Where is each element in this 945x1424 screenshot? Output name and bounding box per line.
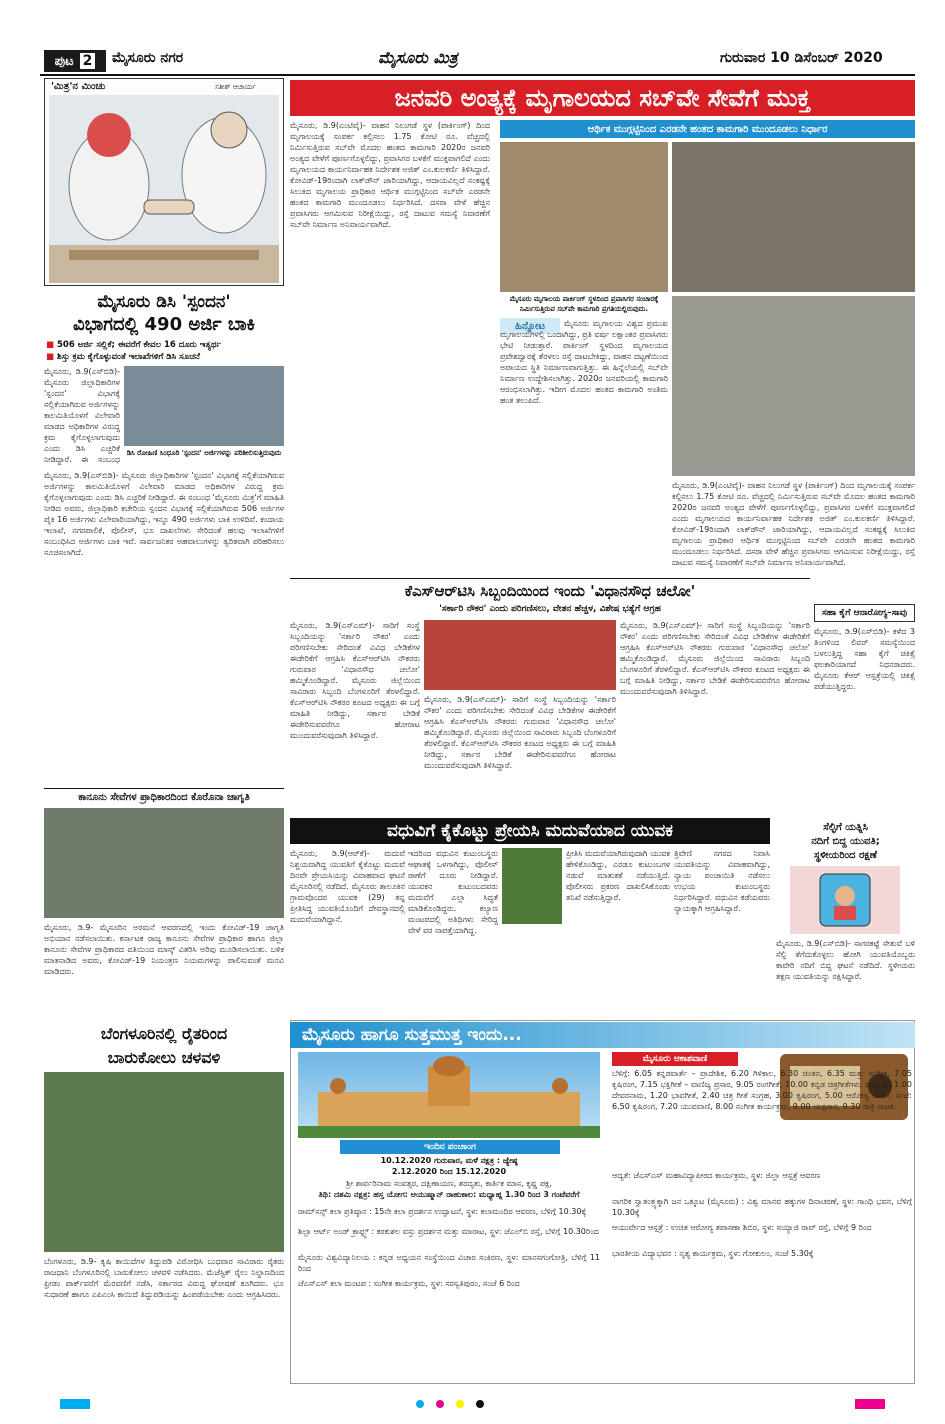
spandana-body-top: ಮೈಸೂರು, ಡಿ.9(ಎಸ್‌ಬಿಡಿ)- ಮೈಸೂರು ಜಿಲ್ಲಾಧಿಕಾರಿಗಳ 'ಸ್ಪಂದನ' ವಿಭಾಗಕ್ಕೆ ಸಲ್ಲಿಕೆಯಾಗಿರುವ ಅರ್ಜಿಗಳನ್ನು ಕಾಲಮಿತಿಯೊಳಗೆ ವಿಲೇವಾರಿ ಮಾಡದ ಅಧಿಕಾರಿಗಳ ವಿರುದ್ಧ ಕ್ರಮ ಕೈಗೊಳ್ಳಲಾಗುವುದು ಎಂದು ಡಿಸಿ ಎಚ್ಚರಿಕೆ ನೀಡಿದ್ದಾರೆ. ಈ ಸಂಬಂಧ (44, 367, 120, 464)
ksrtc-photo (424, 620, 616, 690)
section-title: ಮೈಸೂರು ನಗರ (112, 50, 184, 66)
ksrtc-body-3: ಮೈಸೂರು, ಡಿ.9(ಎಸ್‌ಎಮ್‌)- ಸಾರಿಗೆ ಸಂಸ್ಥೆ ಸಿಬ್ಬಂದಿಯನ್ನು 'ಸರ್ಕಾರಿ ನೌಕರ' ಎಂದು ಪರಿಗಣಿಸಬೇಕು ಸೇರಿದಂತೆ ವಿವಿಧ ಬೇಡಿಕೆಗಳ ಈಡೇರಿಕೆಗೆ ಆಗ್ರಹಿಸಿ ಕೆಎಸ್‌ಆರ್‌ಟಿಸಿ ನೌಕರರು ಗುರುವಾರ 'ವಿಧಾನಸೌಧ ಚಲೋ' ಹಮ್ಮಿಕೊಂಡಿದ್ದಾರೆ. ಮೈಸೂರು ಜಿಲ್ಲೆಯಿಂದ ಸಾವಿರಾರು ಸಿಬ್ಬಂದಿ ಬೆಂಗಳೂರಿಗೆ ತೆರಳಲಿದ್ದಾರೆ. ಕೆಎಸ್‌ಆರ್‌ಟಿಸಿ ನೌಕರರ ಕೂಟದ ಅಧ್ಯಕ್ಷರು ಈ ಬಗ್ಗೆ ಮಾಹಿತಿ ನೀಡಿದ್ದು, ಸರ್ಕಾರ ಬೇಡಿಕೆ ಈಡೇರಿಸುವವರೆಗೂ ಹೋರಾಟ ಮುಂದುವರೆಸುವುದಾಗಿ ತಿಳಿಸಿದ್ದಾರೆ. (620, 621, 810, 696)
spandana-headline-2: ವಿಭಾಗದಲ್ಲಿ 490 ಅರ್ಜಿ ಬಾಕಿ (73, 314, 255, 335)
palace-photo (298, 1052, 600, 1138)
bullet-icon: ■ (46, 352, 55, 362)
main-story-body-2: ಮೈಸೂರು ಮೃಗಾಲಯ ವಿಶ್ವದ ಪ್ರಮುಖ ಮೃಗಾಲಯಗಳಲ್ಲಿ ಒಂದಾಗಿದ್ದು, ಪ್ರತಿ ವರ್ಷ ಲಕ್ಷಾಂತರ ಪ್ರವಾಸಿಗರು ಭೇಟಿ ನೀಡುತ್ತಾರೆ. ಪಾರ್ಕಿಂಗ್ ಸ್ಥಳದಿಂದ ಮೃಗಾಲಯದ ಪ್ರವೇಶದ್ವಾರಕ್ಕೆ ತೆರಳಲು ರಸ್ತೆ ದಾಟಬೇಕಿದ್ದು, ವಾಹನ ದಟ್ಟಣೆಯಿಂದ ಅಪಾಯದ ಸ್ಥಿತಿ ನಿರ್ಮಾಣವಾಗುತ್ತಿತ್ತು. ಈ ಹಿನ್ನೆಲೆಯಲ್ಲಿ ಸಬ್‌ವೇ ನಿರ್ಮಾಣ ಉದ್ದೇಶಿಸಲಾಗಿತ್ತು. 2020ರ ಜನವರಿಯಲ್ಲಿ ಕಾಮಗಾರಿ ಆರಂಭಿಸಲಾಗಿತ್ತು. ಇದೀಗ ಮೊದಲ ಹಂತದ ಕಾಮಗಾರಿ ಅಂತಿಮ ಹಂತ ತಲುಪಿದೆ. (500, 319, 668, 405)
event-right-2: ನಾಗರಿಕ ಸ್ವಾತಂತ್ರ್ಯಕ್ಕಾಗಿ ಜನ ಒಕ್ಕೂಟ (ಮೈಸೂರು) : ವಿಶ್ವ ಮಾನವ ಹಕ್ಕುಗಳ ದಿನಾಚರಣೆ, ಸ್ಥಳ: ಗಾಂಧಿ ಭವನ, ಬೆಳಿಗ್ಗೆ 10.30ಕ್ಕೆ (612, 1197, 912, 1217)
health-body: ಮೈಸೂರು, ಡಿ.9(ಎಸ್‌ಬಿಡಿ)- ಕಳೆದ 3 ತಿಂಗಳಿಂದ ಲಿವರ್ ಸಮಸ್ಯೆಯಿಂದ ಬಳಲುತ್ತಿದ್ದ ಸಹಾ ಕೈಗೆ ಚಿಕಿತ್ಸೆ ಫಲಕಾರಿಯಾಗದೆ ನಿಧನರಾದರು. ಮೈಸೂರು ಕೆಆರ್ ಆಸ್ಪತ್ರೆಯಲ್ಲಿ ಚಿಕಿತ್ಸೆ ಪಡೆಯುತ್ತಿದ್ದರು. (814, 627, 915, 691)
cartoon-illustration (49, 95, 279, 283)
spandana-bullet-2 (46, 352, 284, 362)
ksrtc-body-2: ಮೈಸೂರು, ಡಿ.9(ಎಸ್‌ಎಮ್‌)- ಸಾರಿಗೆ ಸಂಸ್ಥೆ ಸಿಬ್ಬಂದಿಯನ್ನು 'ಸರ್ಕಾರಿ ನೌಕರ' ಎಂದು ಪರಿಗಣಿಸಬೇಕು ಸೇರಿದಂತೆ ವಿವಿಧ ಬೇಡಿಕೆಗಳ ಈಡೇರಿಕೆಗೆ ಆಗ್ರಹಿಸಿ ಕೆಎಸ್‌ಆರ್‌ಟಿಸಿ ನೌಕರರು ಗುರುವಾರ 'ವಿಧಾನಸೌಧ ಚಲೋ' ಹಮ್ಮಿಕೊಂಡಿದ್ದಾರೆ. ಮೈಸೂರು ಜಿಲ್ಲೆಯಿಂದ ಸಾವಿರಾರು ಸಿಬ್ಬಂದಿ ಬೆಂಗಳೂರಿಗೆ ತೆರಳಲಿದ್ದಾರೆ. ಕೆಎಸ್‌ಆರ್‌ಟಿಸಿ ನೌಕರರ ಕೂಟದ ಅಧ್ಯಕ್ಷರು ಈ ಬಗ್ಗೆ ಮಾಹಿತಿ ನೀಡಿದ್ದು, ಸರ್ಕಾರ ಬೇಡಿಕೆ ಈಡೇರಿಸುವವರೆಗೂ ಹೋರಾಟ ಮುಂದುವರೆಸುವುದಾಗಿ ತಿಳಿಸಿದ್ದಾರೆ. (424, 695, 616, 770)
health-headline: ಸಹಾ ಕೈಗೆ ಆನಾರೋಗ್ಯ–ಸಾವು (814, 604, 915, 622)
spandana-bullet-1 (46, 340, 284, 350)
selfie-body: ಮೈಸೂರು, ಡಿ.9(ಎಸ್‌ಬಿಡಿ)- ಸಾಗರಕಟ್ಟೆ ಸೇತುವೆ ಬಳಿ ಸೆಲ್ಫಿ ತೆಗೆದುಕೊಳ್ಳಲು ಹೋಗಿ ಯುವತಿಯೊಬ್ಬರು ಕಾವೇರಿ ನದಿಗೆ ಬಿದ್ದ ಘಟನೆ ನಡೆದಿದೆ. ಸ್ಥಳೀಯರು ತಕ್ಷಣ ಯುವತಿಯನ್ನು ರಕ್ಷಿಸಿದ್ದಾರೆ. (776, 939, 915, 981)
wedding-body-1: ಮೈಸೂರು, ಡಿ.9(ಆರ್‌ಕೆ)- ಮದುವೆ ನಿಶ್ಚಯವಾಗಿದ್ದ ಯುವತಿಗೆ ಕೈಕೊಟ್ಟು ಮದುವೆ ದಿನವೇ ಪ್ರೇಯಸಿಯನ್ನು ವಿವಾಹವಾದ ಘಟನೆ ಮೈಸೂರಿನಲ್ಲಿ ನಡೆದಿದೆ. ಮೈಸೂರು ತಾಲೂಕಿನ ಗ್ರಾಮವೊಂದರ ಯುವಕ (29) ತನ್ನ ಪ್ರೀತಿಸಿದ್ದ ಯುವತಿಯೊಂದಿಗೆ ದೇವಸ್ಥಾನದಲ್ಲಿ ಮದುವೆಯಾಗಿದ್ದಾನೆ. (290, 849, 405, 924)
selfie-headline-1: ಸೆಲ್ಫಿಗೆ ಯತ್ನಿಸಿ (823, 822, 868, 833)
issue-date: ಗುರುವಾರ 10 ಡಿಸೆಂಬರ್ 2020 (720, 50, 883, 66)
spandana-bullet-1-text: 506 ಅರ್ಜಿ ಸಲ್ಲಿಕೆ; ಈವರೆಗೆ ಕೇವಲ 16 ದೂರು ಇತ್ಯರ್ಥ (57, 340, 221, 350)
palace-icon (298, 1052, 600, 1138)
wedding-body-4: ತ್ರಿವೇಣಿ ನಗರದ ನಿವಾಸಿ ಯುವತಿಯನ್ನು ವಿವಾಹವಾಗಿದ್ದು, ನ್ಯಾಯ ಪಂಚಾಯಿತಿ ನಡೆಸಲು ಉಭಯ ಕುಟುಂಬಸ್ಥರು ನಿರ್ಧರಿಸಿದ್ದಾರೆ. ವಧುವಿನ ಕಡೆಯವರು ನ್ಯಾಯಕ್ಕಾಗಿ ಆಗ್ರಹಿಸಿದ್ದಾರೆ. (674, 849, 770, 913)
selfie-headline-2: ನದಿಗೆ ಬಿದ್ದ ಯುವತಿ; (811, 836, 880, 847)
print-color-marks (0, 1396, 945, 1410)
masthead: ಮೈಸೂರು ಮಿತ್ರ (378, 48, 458, 67)
rule (44, 788, 284, 789)
wedding-headline: ವಧುವಿಗೆ ಕೈಕೊಟ್ಟು ಪ್ರೇಯಸಿ ಮದುವೆಯಾದ ಯುವಕ (290, 818, 770, 844)
wedding-body-2: ಇದರಿಂದ ವಧುವಿನ ಕುಟುಂಬಸ್ಥರು ಆಘಾತಕ್ಕೆ ಒಳಗಾಗಿದ್ದು, ಪೊಲೀಸ್ ಠಾಣೆಗೆ ದೂರು ನೀಡಿದ್ದಾರೆ. ಯುವಕನ ಕುಟುಂಬದವರು ಮದುವೆಗೆ ಎಲ್ಲಾ ಸಿದ್ಧತೆ ಮಾಡಿಕೊಂಡಿದ್ದರು. ಕಲ್ಯಾಣ ಮಂಟಪದಲ್ಲಿ ಅತಿಥಿಗಳು ಸೇರಿದ್ದ ವೇಳೆ ವರ ನಾಪತ್ತೆಯಾಗಿದ್ದ. (408, 849, 498, 935)
zoo-photo-1 (500, 142, 668, 292)
ksrtc-headline: ಕೆಎಸ್‌ಆರ್‌ಟಿಸಿ ಸಿಬ್ಬಂದಿಯಿಂದ ಇಂದು 'ವಿಧಾನಸೌಧ ಚಲೋ' (404, 582, 696, 600)
event-right-1: ಆದ್ಯತೆ: ಜೆಎಸ್‌ಎಸ್ ಮಹಾವಿದ್ಯಾಪೀಠದ ಕಾರ್ಯಕ್ರಮ, ಸ್ಥಳ: ಜಿಲ್ಲಾ ಆಸ್ಪತ್ರೆ ಆವರಣ (612, 1171, 821, 1180)
today-header: ಮೈಸೂರು ಹಾಗೂ ಸುತ್ತಮುತ್ತ ಇಂದು... (290, 1022, 915, 1048)
panchanga-rahukala: ತಿಥಿ: ದಶಮಿ ನಕ್ಷತ್ರ: ಹಸ್ತ ಯೋಗ: ಆಯುಷ್ಮಾನ್ ರಾಹುಕಾಲ: ಮಧ್ಯಾಹ್ನ 1.30 ರಿಂದ 3 ಗಂಟೆವರೆಗೆ (318, 1190, 580, 1199)
zoo-photo-caption: ಮೈಸೂರು ಮೃಗಾಲಯ ಪಾರ್ಕಿಂಗ್ ಸ್ಥಳದಿಂದ ಪ್ರವಾಸಿಗರ ಸಂಚಾರಕ್ಕೆ ನಿರ್ಮಿಸುತ್ತಿರುವ ಸಬ್‌ವೇ ಕಾಮಗಾರಿ ಪ್ರಗತಿಯಲ್ಲಿರುವುದು. (509, 295, 659, 313)
farmers-headline-2: ಬಾರುಕೋಲು ಚಳವಳಿ (107, 1048, 221, 1067)
spandana-photo (124, 366, 284, 446)
wedding-photo (502, 848, 562, 924)
bullet-icon: ■ (46, 340, 55, 350)
spandana-photo-caption: ಡಿಸಿ ರೋಹಿಣಿ ಸಿಂಧೂರಿ 'ಸ್ಪಂದನ' ಅರ್ಜಿಗಳನ್ನು ಪರಿಶೀಲಿಸುತ್ತಿರುವುದು (126, 449, 282, 457)
page-label: ಪುಟ (54, 53, 74, 69)
page-number-badge (44, 50, 106, 72)
main-subhead: ಆರ್ಥಿಕ ಮುಗ್ಗಟ್ಟಿನಿಂದ ಎರಡನೇ ಹಂತದ ಕಾಮಗಾರಿ ಮುಂದೂಡಲು ನಿರ್ಧಾರ (500, 120, 915, 138)
event-4: ಜೆಎಸ್‌ಎಸ್ ಕಲಾ ಮಂಟಪ : ಸಂಗೀತ ಕಾರ್ಯಕ್ರಮ, ಸ್ಥಳ: ಸರಸ್ವತಿಪುರಂ, ಸಂಜೆ 6 ರಿಂದ (298, 1279, 520, 1288)
event-3: ಮೈಸೂರು ವಿಶ್ವವಿದ್ಯಾನಿಲಯ : ಕನ್ನಡ ಅಧ್ಯಯನ ಸಂಸ್ಥೆಯಿಂದ ವಿಚಾರ ಸಂಕಿರಣ, ಸ್ಥಳ: ಮಾನಸಗಂಗೋತ್ರಿ, ಬೆಳಿಗ್ಗೆ 11 ರಿಂದ (298, 1253, 600, 1273)
legal-headline: ಕಾನೂನು ಸೇವೆಗಳ ಪ್ರಾಧಿಕಾರದಿಂದ ಕೊರೊನಾ ಜಾಗೃತಿ (78, 792, 250, 803)
cartoon-artist: ಸತೀಶ್ ಆಚಾರ್ಯ (215, 83, 256, 91)
spandana-body: ಮೈಸೂರು, ಡಿ.9(ಎಸ್‌ಬಿಡಿ)- ಮೈಸೂರು ಜಿಲ್ಲಾಧಿಕಾರಿಗಳ 'ಸ್ಪಂದನ' ವಿಭಾಗಕ್ಕೆ ಸಲ್ಲಿಕೆಯಾಗಿರುವ ಅರ್ಜಿಗಳನ್ನು ಕಾಲಮಿತಿಯೊಳಗೆ ವಿಲೇವಾರಿ ಮಾಡದ ಅಧಿಕಾರಿಗಳ ವಿರುದ್ಧ ಕ್ರಮ ಕೈಗೊಳ್ಳಲಾಗುವುದು ಎಂದು ಡಿಸಿ ಎಚ್ಚರಿಕೆ ನೀಡಿದ್ದಾರೆ. ಈ ಸಂಬಂಧ 'ಮೈಸೂರು ಮಿತ್ರ'ಗೆ ಮಾಹಿತಿ ನೀಡಿದ ಅವರು, ಜಿಲ್ಲಾಧಿಕಾರಿ ಕಚೇರಿಯ ಸ್ಪಂದನ ವಿಭಾಗಕ್ಕೆ ಸಲ್ಲಿಕೆಯಾಗಿರುವ 506 ಅರ್ಜಿಗಳ ಪೈಕಿ 16 ಅರ್ಜಿಗಳು ವಿಲೇವಾರಿಯಾಗಿದ್ದು, ಇನ್ನೂ 490 ಅರ್ಜಿಗಳು ಬಾಕಿ ಉಳಿದಿವೆ. ಕಂದಾಯ ಇಲಾಖೆ, ನಗರಪಾಲಿಕೆ, ಪೊಲೀಸ್, ಭೂ ದಾಖಲೆಗಳು ಸೇರಿದಂತೆ ಹಲವು ಇಲಾಖೆಗಳಿಗೆ ಸಂಬಂಧಿಸಿದ ಅರ್ಜಿಗಳು ಬಾಕಿ ಇವೆ. ಸಾರ್ವಜನಿಕರ ಅಹವಾಲುಗಳನ್ನು ತ್ವರಿತವಾಗಿ ಪರಿಹರಿಸಲು ಸೂಚಿಸಲಾಗಿದೆ. (44, 471, 284, 557)
radio-text: ಬೆಳಿಗ್ಗೆ: 6.05 ಕನ್ನಡವಾರ್ತೆ – ಪ್ರಾದೇಶಿಕ, 6.20 ಗಿಳಿಕಾಲ, 6.30 ಚಿಂತನ, 6.35 ಮತ್ತು ಸಂಗೀತ, 7.05 ಕೃಷಿರಂಗ, 7.15 ಭಕ್ತಿಗೀತೆ – ವಾಣಿಜ್ಯ ಪ್ರಸಾರ, 9.05 ರಂಗಗೀತೆ, 10.00 ಕನ್ನಡ ಚಿತ್ರಗೀತೆಗಳು. ಮಧ್ಯಾಹ್ನ: 1.00 ದೇವರನಾಮ, 1.20 ಭಾವಗೀತೆ, 2.40 ಚಿತ್ರ ಗೀತೆ ಸಂಗ್ರಹ, 3.00 ಕೃಷಿರಂಗ, 5.00 ಆರೋಗ್ಯ ಚಿಂತನ. ಸಂಜೆ: 6.50 ಕೃಷಿರಂಗ, 7.20 ಯುವವಾಣಿ, 8.00 ಸಂಗೀತ ಕಾರ್ಯಕ್ರಮ, 9.00 ಯಕ್ಷಗಾನ, 9.30 ರಾತ್ರಿ ನಾಟಕ. (612, 1069, 912, 1111)
farmers-body: ಬೆಂಗಳೂರು, ಡಿ.9- ಕೃಷಿ ಕಾಯಿದೆಗಳ ತಿದ್ದುಪಡಿ ವಿರೋಧಿಸಿ ಬುಧವಾರ ಸಾವಿರಾರು ರೈತರು ರಾಜಧಾನಿ ಬೆಂಗಳೂರಿನಲ್ಲಿ ಬಾರುಕೋಲು ಚಳವಳಿ ನಡೆಸಿದರು. ಮೆಜೆಸ್ಟಿಕ್ ರೈಲು ನಿಲ್ದಾಣದಿಂದ ಫ್ರೀಡಂ ಪಾರ್ಕ್‌ವರೆಗೆ ಮೆರವಣಿಗೆ ನಡೆಸಿ, ಸರ್ಕಾರದ ವಿರುದ್ಧ ಘೋಷಣೆ ಕೂಗಿದರು. ಭೂ ಸುಧಾರಣೆ ಹಾಗೂ ಎಪಿಎಂಸಿ ಕಾಯಿದೆ ತಿದ್ದುಪಡಿಯನ್ನು ಹಿಂಪಡೆಯಬೇಕು ಎಂದು ಆಗ್ರಹಿಸಿದರು. (44, 1257, 284, 1299)
spandana-headline-1: ಮೈಸೂರು ಡಿಸಿ 'ಸ್ಪಂದನ' (97, 292, 231, 312)
event-right-4: ಭಾರತೀಯ ವಿದ್ಯಾಭವನ : ನೃತ್ಯ ಕಾರ್ಯಕ್ರಮ, ಸ್ಥಳ: ಗೋಕುಲಂ, ಸಂಜೆ 5.30ಕ್ಕೆ (612, 1249, 814, 1258)
legal-photo (44, 808, 284, 918)
main-story-body-3: ಮೈಸೂರು, ಡಿ.9(ಎಂಟಿವೈ)- ವಾಹನ ನಿಲುಗಡೆ ಸ್ಥಳ (ಪಾರ್ಕಿಂಗ್) ದಿಂದ ಮೃಗಾಲಯಕ್ಕೆ ಸಂಪರ್ಕ ಕಲ್ಪಿಸಲು 1.75 ಕೋಟಿ ರೂ. ವೆಚ್ಚದಲ್ಲಿ ನಿರ್ಮಿಸುತ್ತಿರುವ ಸಬ್‌ವೇ ಮೊದಲ ಹಂತದ ಕಾಮಗಾರಿ 2020ರ ಜನವರಿ ಅಂತ್ಯದ ವೇಳೆಗೆ ಪೂರ್ಣಗೊಳ್ಳಲಿದ್ದು, ಪ್ರವಾಸಿಗರ ಬಳಕೆಗೆ ಮುಕ್ತವಾಗಲಿದೆ ಎಂದು ಮೃಗಾಲಯದ ಕಾರ್ಯನಿರ್ವಾಹಕ ನಿರ್ದೇಶಕ ಅಜಿತ್ ಎಂ.ಕುಲಕರ್ಣಿ ತಿಳಿಸಿದ್ದಾರೆ. ಕೋವಿಡ್-19ರಿಂದಾಗಿ ಲಾಕ್‌ಡೌನ್ ಜಾರಿಯಾಗಿದ್ದು, ಆದಾಯವಿಲ್ಲದೆ ಸಂಕಷ್ಟಕ್ಕೆ ಸಿಲುಕಿದ ಮೃಗಾಲಯ ಪ್ರಾಧಿಕಾರ ಆರ್ಥಿಕ ಮುಗ್ಗಟ್ಟಿನಿಂದ ಸಬ್‌ವೇ ಎರಡನೇ ಹಂತದ ಕಾಮಗಾರಿ ಮುಂದೂಡಲು ನಿರ್ಧರಿಸಿದೆ. ದಸರಾ ವೇಳೆ ಹೆಚ್ಚಿನ ಪ್ರವಾಸಿಗರು ಆಗಮಿಸುವ ನಿರೀಕ್ಷೆಯಿದ್ದು, ರಸ್ತೆ ದಾಟುವ ಸಮಸ್ಯೆ ನಿವಾರಣೆಗೆ ಸಬ್‌ವೇ ನಿರ್ಮಾಣ ಅನಿವಾರ್ಯವಾಗಿದೆ. (672, 481, 915, 567)
radio-title: ಮೈಸೂರು ಆಕಾಶವಾಣಿ (612, 1052, 738, 1066)
event-right-3: ಆಯುರ್ವೇದ ಆಸ್ಪತ್ರೆ : ಉಚಿತ ಆರೋಗ್ಯ ತಪಾಸಣಾ ಶಿಬಿರ, ಸ್ಥಳ: ಸಯ್ಯಾಜಿ ರಾವ್ ರಸ್ತೆ, ಬೆಳಿಗ್ಗೆ 9 ರಿಂದ (612, 1223, 872, 1232)
hinnota-label: ಹಿನ್ನೋಟ (500, 318, 560, 334)
spandana-bullet-2-text: ಶಿಸ್ತು ಕ್ರಮ ಕೈಗೊಳ್ಳುವಂತೆ ಇಲಾಖೆಗಳಿಗೆ ಡಿಸಿ ಸೂಚನೆ (57, 352, 200, 362)
header-rule (40, 74, 915, 76)
panchanga-range: 2.12.2020 ರಿಂದ 15.12.2020 (391, 1167, 507, 1176)
main-headline: ಜನವರಿ ಅಂತ್ಯಕ್ಕೆ ಮೃಗಾಲಯದ ಸಬ್‌ವೇ ಸೇವೆಗೆ ಮುಕ್ತ (290, 80, 915, 116)
cartoon-title: 'ಮಿತ್ರ'ನ ಮಿಂಚು (51, 81, 106, 92)
panchanga-date: 10.12.2020 ಗುರುವಾರ, ಮಳೆ ನಕ್ಷತ್ರ : ಜ್ಯೇಷ್ಠ (380, 1156, 518, 1165)
panchanga-line: ಶ್ರೀ ಶಾರ್ವರಿನಾಮ ಸಂವತ್ಸರ, ದಕ್ಷಿಣಾಯಣ, ಶರದೃತು, ಕಾರ್ತಿಕ ಮಾಸ, ಕೃಷ್ಣ ಪಕ್ಷ, (346, 1179, 552, 1188)
farmers-photo (44, 1072, 284, 1252)
ksrtc-subhead: 'ಸರ್ಕಾರಿ ನೌಕರ' ಎಂದು ಪರಿಗಣಿಸಲು, ವೇತನ ಹೆಚ್ಚಳ, ವಿಶೇಷ ಭತ್ಯೆಗೆ ಆಗ್ರಹ (439, 604, 661, 614)
ksrtc-body-1: ಮೈಸೂರು, ಡಿ.9(ಎಸ್‌ಎಮ್‌)- ಸಾರಿಗೆ ಸಂಸ್ಥೆ ಸಿಬ್ಬಂದಿಯನ್ನು 'ಸರ್ಕಾರಿ ನೌಕರ' ಎಂದು ಪರಿಗಣಿಸಬೇಕು ಸೇರಿದಂತೆ ವಿವಿಧ ಬೇಡಿಕೆಗಳ ಈಡೇರಿಕೆಗೆ ಆಗ್ರಹಿಸಿ ಕೆಎಸ್‌ಆರ್‌ಟಿಸಿ ನೌಕರರು ಗುರುವಾರ 'ವಿಧಾನಸೌಧ ಚಲೋ' ಹಮ್ಮಿಕೊಂಡಿದ್ದಾರೆ. ಮೈಸೂರು ಜಿಲ್ಲೆಯಿಂದ ಸಾವಿರಾರು ಸಿಬ್ಬಂದಿ ಬೆಂಗಳೂರಿಗೆ ತೆರಳಲಿದ್ದಾರೆ. ಕೆಎಸ್‌ಆರ್‌ಟಿಸಿ ನೌಕರರ ಕೂಟದ ಅಧ್ಯಕ್ಷರು ಈ ಬಗ್ಗೆ ಮಾಹಿತಿ ನೀಡಿದ್ದು, ಸರ್ಕಾರ ಬೇಡಿಕೆ ಈಡೇರಿಸುವವರೆಗೂ ಹೋರಾಟ ಮುಂದುವರೆಸುವುದಾಗಿ ತಿಳಿಸಿದ್ದಾರೆ. (290, 621, 420, 740)
registration-marks-icon (0, 1397, 945, 1411)
zoo-photo-3 (672, 296, 915, 476)
zoo-photo-2 (672, 142, 915, 292)
panchanga-title: ಇಂದಿನ ಪಂಚಾಂಗ (340, 1140, 560, 1154)
phone-icon (790, 866, 900, 934)
wedding-body-3: ಪ್ರೀತಿಸಿ ಮದುವೆಯಾಗಿರುವುದಾಗಿ ಯುವಕ ಹೇಳಿಕೊಂಡಿದ್ದು, ಎರಡೂ ಕುಟುಂಬಗಳ ನಡುವೆ ಮಾತುಕತೆ ನಡೆಯುತ್ತಿದೆ. ಪೊಲೀಸರು ಪ್ರಕರಣ ದಾಖಲಿಸಿಕೊಂಡು ತನಿಖೆ ನಡೆಸುತ್ತಿದ್ದಾರೆ. (566, 849, 670, 902)
legal-body: ಮೈಸೂರು, ಡಿ.9- ಮೈಸೂರಿನ ಅರಮನೆ ಆವರಣದಲ್ಲಿ ಇಂದು ಕೋವಿಡ್-19 ಜಾಗೃತಿ ಅಭಿಯಾನ ನಡೆಸಲಾಯಿತು. ಕರ್ನಾಟಕ ರಾಜ್ಯ ಕಾನೂನು ಸೇವೆಗಳ ಪ್ರಾಧಿಕಾರ ಹಾಗೂ ಜಿಲ್ಲಾ ಕಾನೂನು ಸೇವೆಗಳ ಪ್ರಾಧಿಕಾರದ ವತಿಯಿಂದ ಮಾಸ್ಕ್ ವಿತರಿಸಿ ಅರಿವು ಮೂಡಿಸಲಾಯಿತು. ಬಳಿಕ ಮಾತನಾಡಿದ ಅವರು, ಕೋವಿಡ್-19 ನಿಯಂತ್ರಣ ನಿಯಮಗಳನ್ನು ಪಾಲಿಸುವಂತೆ ಮನವಿ ಮಾಡಿದರು. (44, 923, 284, 976)
page-number: 2 (80, 53, 96, 69)
selfie-illustration (790, 866, 900, 934)
cartoon-box (44, 78, 284, 286)
farmers-headline-1: ಬೆಂಗಳೂರಿನಲ್ಲಿ ರೈತರಿಂದ (100, 1024, 228, 1043)
rule (290, 578, 810, 579)
event-2: ಶಿಲ್ಪಾ ಆರ್ಟ್ ಅಂಡ್ ಕ್ರಾಫ್ಟ್ಸ್ : ಕರಕುಶಲ ವಸ್ತು ಪ್ರದರ್ಶನ ಮತ್ತು ಮಾರಾಟ, ಸ್ಥಳ: ಜೆಎಲ್‌ಬಿ ರಸ್ತೆ, ಬೆಳಿಗ್ಗೆ 10.30ರಿಂದ (298, 1227, 599, 1236)
selfie-headline-3: ಸ್ಥಳೀಯರಿಂದ ರಕ್ಷಣೆ (813, 850, 877, 861)
main-story-body-1: ಮೈಸೂರು, ಡಿ.9(ಎಂಟಿವೈ)- ವಾಹನ ನಿಲುಗಡೆ ಸ್ಥಳ (ಪಾರ್ಕಿಂಗ್) ದಿಂದ ಮೃಗಾಲಯಕ್ಕೆ ಸಂಪರ್ಕ ಕಲ್ಪಿಸಲು 1.75 ಕೋಟಿ ರೂ. ವೆಚ್ಚದಲ್ಲಿ ನಿರ್ಮಿಸುತ್ತಿರುವ ಸಬ್‌ವೇ ಮೊದಲ ಹಂತದ ಕಾಮಗಾರಿ 2020ರ ಜನವರಿ ಅಂತ್ಯದ ವೇಳೆಗೆ ಪೂರ್ಣಗೊಳ್ಳಲಿದ್ದು, ಪ್ರವಾಸಿಗರ ಬಳಕೆಗೆ ಮುಕ್ತವಾಗಲಿದೆ ಎಂದು ಮೃಗಾಲಯದ ಕಾರ್ಯನಿರ್ವಾಹಕ ನಿರ್ದೇಶಕ ಅಜಿತ್ ಎಂ.ಕುಲಕರ್ಣಿ ತಿಳಿಸಿದ್ದಾರೆ. ಕೋವಿಡ್-19ರಿಂದಾಗಿ ಲಾಕ್‌ಡೌನ್ ಜಾರಿಯಾಗಿದ್ದು, ಆದಾಯವಿಲ್ಲದೆ ಸಂಕಷ್ಟಕ್ಕೆ ಸಿಲುಕಿದ ಮೃಗಾಲಯ ಪ್ರಾಧಿಕಾರ ಆರ್ಥಿಕ ಮುಗ್ಗಟ್ಟಿನಿಂದ ಸಬ್‌ವೇ ಎರಡನೇ ಹಂತದ ಕಾಮಗಾರಿ ಮುಂದೂಡಲು ನಿರ್ಧರಿಸಿದೆ. ದಸರಾ ವೇಳೆ ಹೆಚ್ಚಿನ ಪ್ರವಾಸಿಗರು ಆಗಮಿಸುವ ನಿರೀಕ್ಷೆಯಿದ್ದು, ರಸ್ತೆ ದಾಟುವ ಸಮಸ್ಯೆ ನಿವಾರಣೆಗೆ ಸಬ್‌ವೇ ನಿರ್ಮಾಣ ಅನಿವಾರ್ಯವಾಗಿದೆ. (290, 121, 490, 229)
event-1: ರಾಮ್‌ಸನ್ಸ್ ಕಲಾ ಪ್ರತಿಷ್ಠಾನ : 15ನೇ ಕಲಾ ಪ್ರದರ್ಶನ ಉದ್ಘಾಟನೆ, ಸ್ಥಳ: ಕಲಾಮಂದಿರ ಆವರಣ, ಬೆಳಿಗ್ಗೆ 10.30ಕ್ಕೆ (298, 1207, 587, 1216)
